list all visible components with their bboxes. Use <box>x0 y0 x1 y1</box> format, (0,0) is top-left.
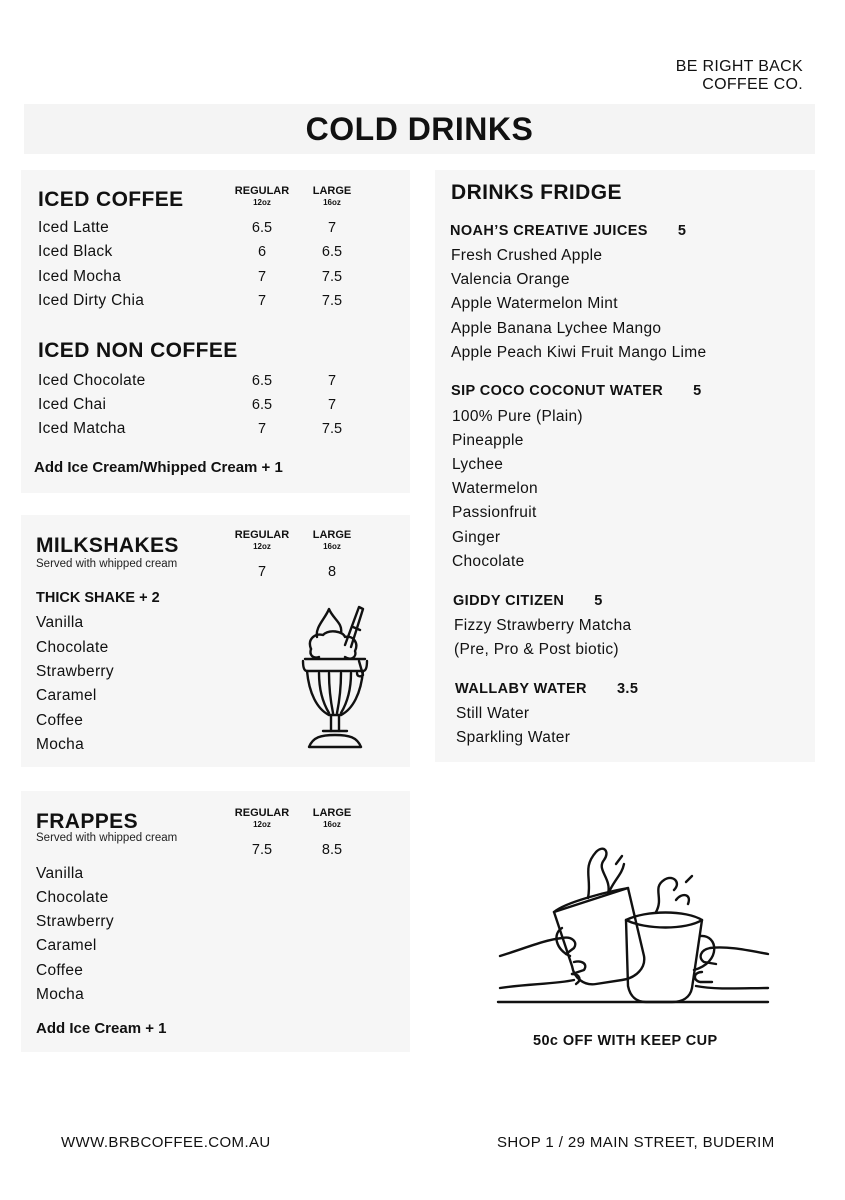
price-large: 6.5 <box>321 244 343 260</box>
price-large: 7.5 <box>321 269 343 285</box>
fridge-item: Watermelon <box>452 480 538 497</box>
flavour-item: Caramel <box>36 687 97 704</box>
regular-size-header <box>227 808 297 830</box>
regular-oz: 12oz <box>253 542 271 551</box>
fridge-item: Chocolate <box>452 553 525 570</box>
title-bar <box>24 104 815 154</box>
price-large: 8 <box>327 564 337 580</box>
price-regular: 7.5 <box>251 842 273 858</box>
fridge-item: Fizzy Strawberry Matcha <box>454 617 632 634</box>
brand-line-1: BE RIGHT BACK <box>675 58 803 75</box>
flavour-item: Caramel <box>36 937 97 954</box>
iced-panel <box>21 170 410 493</box>
large-oz: 16oz <box>323 542 341 551</box>
price-regular: 7 <box>257 293 267 309</box>
iced-non-coffee-title: ICED NON COFFEE <box>38 339 238 362</box>
fridge-item: Passionfruit <box>452 504 537 521</box>
fridge-item: 100% Pure (Plain) <box>452 408 583 425</box>
milkshake-glass-icon <box>299 603 371 751</box>
flavour-item: Vanilla <box>36 865 84 882</box>
large-label: LARGE <box>312 807 352 819</box>
milkshakes-panel <box>21 515 410 767</box>
group-price: 5 <box>677 223 687 239</box>
regular-label: REGULAR <box>234 185 290 197</box>
regular-label: REGULAR <box>234 807 290 819</box>
fridge-item: Still Water <box>456 705 530 722</box>
price-large: 7 <box>327 220 337 236</box>
fridge-item: Apple Banana Lychee Mango <box>451 320 662 337</box>
price-large: 7 <box>327 373 337 389</box>
price-regular: 6.5 <box>251 373 273 389</box>
flavour-item: Coffee <box>36 962 84 979</box>
regular-oz: 12oz <box>253 820 271 829</box>
flavour-item: Strawberry <box>36 913 114 930</box>
large-size-header <box>297 530 367 552</box>
price-regular: 7 <box>257 421 267 437</box>
regular-size-header <box>227 530 297 552</box>
price-large: 7 <box>327 397 337 413</box>
flavour-item: Vanilla <box>36 614 84 631</box>
price-regular: 6.5 <box>251 220 273 236</box>
add-on-note: Add Ice Cream/Whipped Cream + 1 <box>34 459 283 476</box>
group-price: 5 <box>693 383 702 399</box>
large-size-header <box>297 186 367 208</box>
flavour-item: Mocha <box>36 986 85 1003</box>
add-ice-cream-note: Add Ice Cream + 1 <box>36 1020 167 1037</box>
brand-line-2: COFFEE CO. <box>702 76 803 93</box>
fridge-item: Pineapple <box>452 432 524 449</box>
fridge-item: (Pre, Pro & Post biotic) <box>454 641 619 658</box>
group-name: WALLABY WATER <box>455 681 587 697</box>
frappes-panel <box>21 791 410 1052</box>
frappes-title: FRAPPES <box>36 810 138 833</box>
menu-item: Iced Black <box>38 243 113 260</box>
price-regular: 6 <box>257 244 267 260</box>
group-name: GIDDY CITIZEN <box>453 593 565 609</box>
fridge-group-header <box>453 593 603 609</box>
price-large: 8.5 <box>321 842 343 858</box>
footer-website[interactable]: WWW.BRBCOFFEE.COM.AU <box>61 1134 271 1151</box>
milkshakes-subtitle: Served with whipped cream <box>36 558 178 570</box>
footer-address: SHOP 1 / 29 MAIN STREET, BUDERIM <box>497 1134 775 1151</box>
price-regular: 7 <box>257 269 267 285</box>
regular-oz: 12oz <box>253 198 271 207</box>
milkshakes-title: MILKSHAKES <box>36 534 179 557</box>
group-name: SIP COCO COCONUT WATER <box>451 383 664 399</box>
flavour-item: Chocolate <box>36 639 109 656</box>
fridge-group-header <box>450 223 686 239</box>
menu-item: Iced Chai <box>38 396 107 413</box>
drinks-fridge-panel <box>435 170 815 762</box>
price-large: 7.5 <box>321 421 343 437</box>
price-large: 7.5 <box>321 293 343 309</box>
price-regular: 6.5 <box>251 397 273 413</box>
coffee-cups-cheers-icon <box>496 838 770 1008</box>
fridge-group-header <box>451 383 702 399</box>
menu-item: Iced Mocha <box>38 268 122 285</box>
drinks-fridge-title: DRINKS FRIDGE <box>451 181 622 204</box>
fridge-item: Sparkling Water <box>456 729 571 746</box>
group-name: NOAH’S CREATIVE JUICES <box>450 223 648 239</box>
thick-shake-note: THICK SHAKE + 2 <box>36 590 160 606</box>
fridge-group-header <box>455 681 638 697</box>
large-label: LARGE <box>312 529 352 541</box>
fridge-item: Apple Peach Kiwi Fruit Mango Lime <box>451 344 707 361</box>
group-price: 5 <box>594 593 603 609</box>
menu-item: Iced Matcha <box>38 420 126 437</box>
regular-size-header <box>227 186 297 208</box>
brand <box>676 58 803 94</box>
price-regular: 7 <box>257 564 267 580</box>
regular-label: REGULAR <box>234 529 290 541</box>
large-oz: 16oz <box>323 198 341 207</box>
large-size-header <box>297 808 367 830</box>
flavour-item: Mocha <box>36 736 85 753</box>
large-label: LARGE <box>312 185 352 197</box>
fridge-item: Fresh Crushed Apple <box>451 247 603 264</box>
fridge-item: Ginger <box>452 529 501 546</box>
frappes-subtitle: Served with whipped cream <box>36 832 178 844</box>
flavour-item: Coffee <box>36 712 84 729</box>
flavour-item: Chocolate <box>36 889 109 906</box>
fridge-item: Lychee <box>452 456 504 473</box>
menu-item: Iced Latte <box>38 219 110 236</box>
keep-cup-note: 50c OFF WITH KEEP CUP <box>533 1033 718 1049</box>
menu-item: Iced Chocolate <box>38 372 146 389</box>
menu-item: Iced Dirty Chia <box>38 292 145 309</box>
group-price: 3.5 <box>616 681 639 697</box>
fridge-item: Valencia Orange <box>451 271 570 288</box>
page-title: COLD DRINKS <box>305 110 534 147</box>
large-oz: 16oz <box>323 820 341 829</box>
iced-coffee-title: ICED COFFEE <box>38 188 184 211</box>
flavour-item: Strawberry <box>36 663 114 680</box>
fridge-item: Apple Watermelon Mint <box>451 295 618 312</box>
